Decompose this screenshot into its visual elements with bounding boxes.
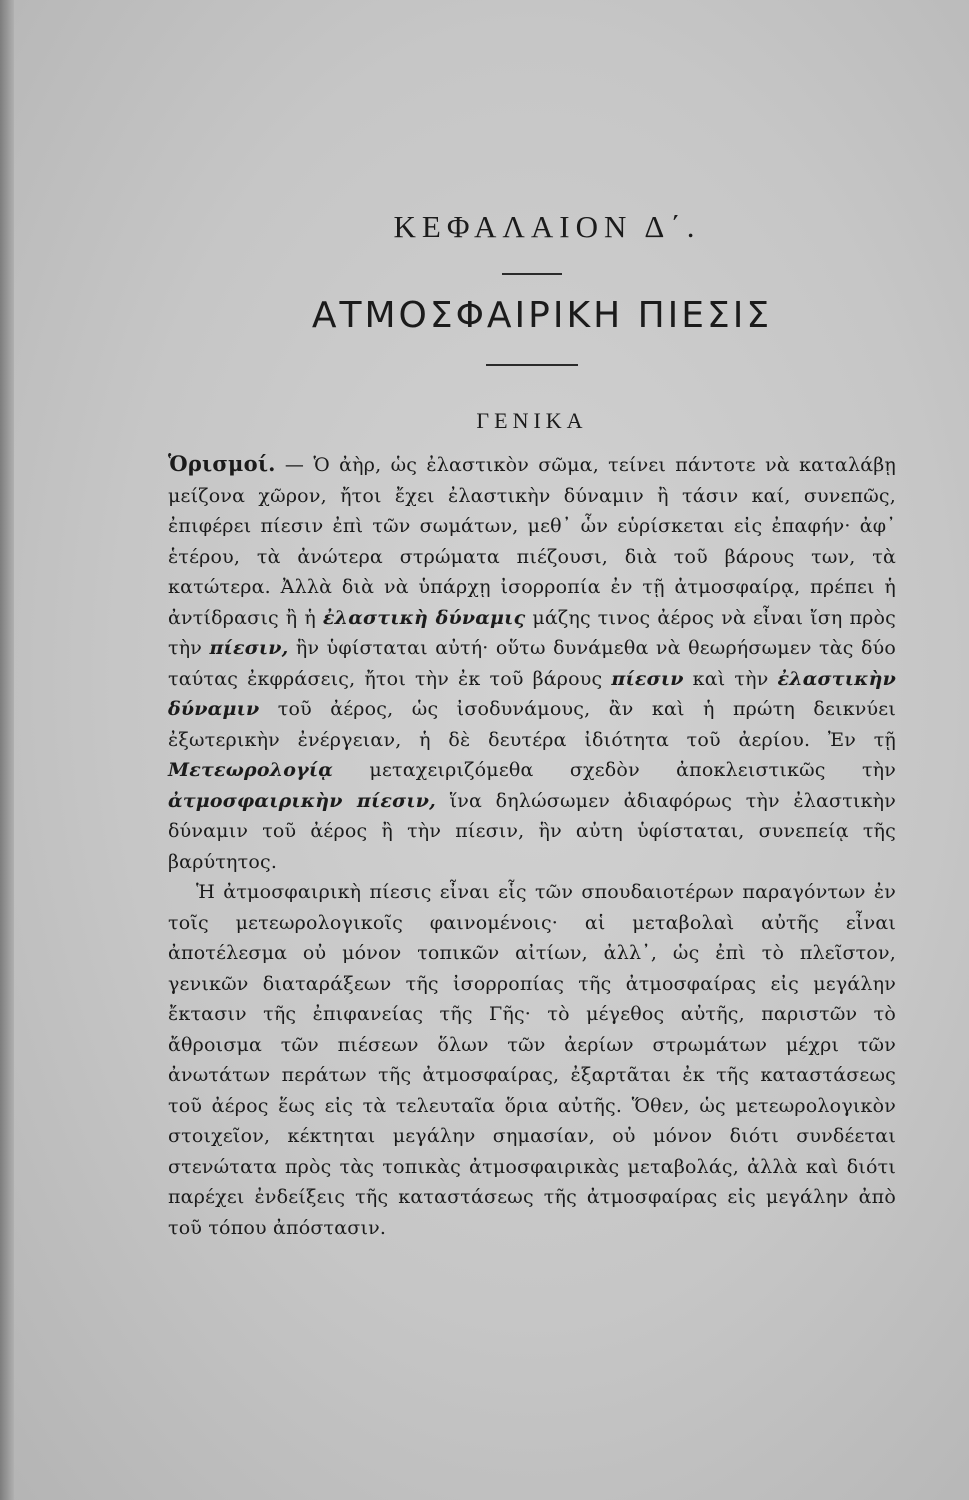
- emphasis-term: πίεσιν: [611, 667, 684, 690]
- emphasis-term: Μετεωρολογίᾳ: [168, 759, 334, 781]
- paragraph-text: μεταχειριζόμεθα σχεδὸν ἀποκλειστικῶς τὴν: [333, 759, 896, 781]
- divider-rule: [486, 364, 578, 366]
- page-edge-shadow: [0, 0, 14, 1500]
- paragraph-text: ἵνα δηλώσωμεν ἀδιαφόρως τὴν ἐλαστικὴν δύναμιν τοῦ ἀέρος ἢ τὴν πίεσιν, ἣν αὐτη ὑφίσταται, συνεπείᾳ τῆς βαρύτητος.: [168, 789, 896, 873]
- paragraph-text: μάζης τινος ἀέρος νὰ εἶναι ἴση πρὸς τὴν: [168, 606, 896, 659]
- chapter-label: ΚΕΦΑΛΑΙΟΝ Δ΄.: [393, 209, 701, 244]
- emphasis-term: ἀτμοσφαιρικὴν πίεσιν,: [168, 789, 436, 812]
- paragraph-lead: Ὁρισμοί.: [168, 451, 276, 476]
- divider-rule: [502, 273, 562, 275]
- paragraph-text: καὶ τὴν: [683, 667, 778, 690]
- chapter-title: ΑΤΜΟΣΦΑΙΡΙΚΗ ΠΙΕΣΙΣ: [311, 295, 773, 336]
- paragraph-text: τοῦ ἀέρος, ὡς ἰσοδυνάμους, ἂν καὶ ἡ πρώτη δεικνύει ἐξωτερικὴν ἐνέργειαν, ἡ δὲ δευτέρα ἰδιότητα τοῦ ἀερίου. Ἐν τῇ: [168, 698, 896, 751]
- emphasis-term: ἐλαστικὴν δύναμιν: [168, 667, 896, 720]
- emphasis-term: πίεσιν,: [209, 637, 289, 659]
- emphasis-term: ἐλαστικὴ δύναμις: [322, 606, 526, 629]
- definitions-paragraph: [168, 449, 896, 877]
- section-heading: ΓΕΝΙΚΑ: [476, 408, 588, 433]
- page-content: [168, 205, 896, 1243]
- pressure-importance-paragraph: Ἡ ἀτμοσφαιρικὴ πίεσις εἶναι εἷς τῶν σπουδαιοτέρων παραγόντων ἐν τοῖς μετεωρολογικοῖς φαινομένοις· αἱ μεταβολαὶ αὐτῆς εἶναι ἀποτέλεσμα οὐ μόνον τοπικῶν αἰτίων, ἀλλ᾽, ὡς ἐπὶ τὸ πλεῖστον, γενικῶν διαταράξεων τῆς ἰσορροπίας τῆς ἀτμοσφαίρας εἰς μεγάλην ἔκτασιν τῆς ἐπιφανείας τῆς Γῆς· τὸ μέγεθος αὐτῆς, παριστῶν τὸ ἄθροισμα τῶν πιέσεων ὅλων τῶν ἀερίων στρωμάτων μέχρι τῶν ἀνωτάτων περάτων τῆς ἀτμοσφαίρας, ἐξαρτᾶται ἐκ τῆς καταστάσεως τοῦ ἀέρος ἕως εἰς τὰ τελευταῖα ὅρια αὐτῆς. Ὅθεν, ὡς μετεωρολογικὸν στοιχεῖον, κέκτηται μεγάλην σημασίαν, οὐ μόνον διότι συνδέεται στενώτατα πρὸς τὰς τοπικὰς ἀτμοσφαιρικὰς μεταβολάς, ἀλλὰ καὶ διότι παρέχει ἐνδείξεις τῆς καταστάσεως τῆς ἀτμοσφαίρας εἰς μεγάλην ἀπὸ τοῦ τόπου ἀπόστασιν.: [168, 881, 896, 1239]
- paragraph-text: — Ὁ ἀὴρ, ὡς ἐλαστικὸν σῶμα, τείνει πάντοτε νὰ καταλάβῃ μείζονα χῶρον, ἤτοι ἔχει ἐλαστικὴν δύναμιν ἢ τάσιν καί, συνεπῶς, ἐπιφέρει πίεσιν ἐπὶ τῶν σωμάτων, μεθ᾽ ὧν εὑρίσκεται εἰς ἐπαφήν· ἀφ᾽ ἑτέρου, τὰ ἀνώτερα στρώματα πιέζουσι, διὰ τοῦ βάρους των, τὰ κατώτερα. Ἀλλὰ διὰ νὰ ὑπάρχῃ ἰσορροπία ἐν τῇ ἀτμοσφαίρᾳ, πρέπει ἡ ἀντίδρασις ἢ ἡ: [168, 454, 896, 629]
- paragraph-text: ἣν ὑφίσταται αὐτή· οὕτω δυνάμεθα νὰ θεωρήσωμεν τὰς δύο ταύτας ἐκφράσεις, ἤτοι τὴν ἐκ τοῦ βάρους: [168, 637, 896, 690]
